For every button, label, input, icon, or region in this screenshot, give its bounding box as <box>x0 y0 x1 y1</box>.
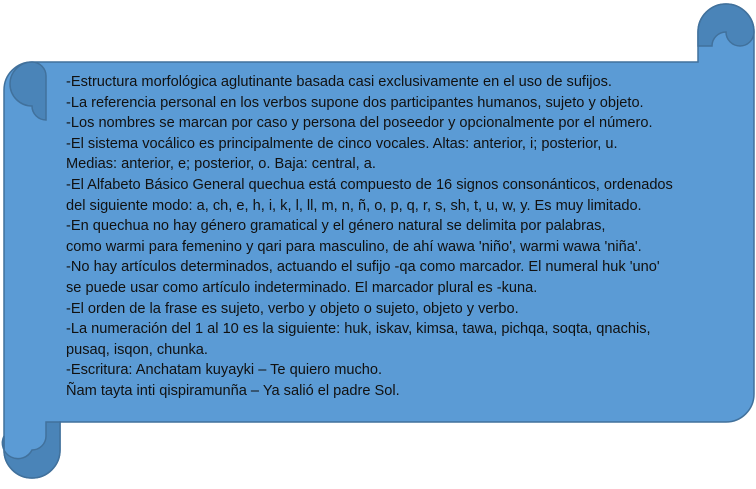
text-line: -El orden de la frase es sujeto, verbo y objeto o sujeto, objeto y verbo. <box>66 300 519 317</box>
text-line: Ñam tayta inti qispiramunña – Ya salió el padre Sol. <box>66 382 400 399</box>
text-line: -La numeración del 1 al 10 es la siguiente: huk, iskav, kimsa, tawa, pichqa, soqta, qnachis, <box>66 321 651 338</box>
text-line: como warmi para femenino y qari para masculino, de ahí wawa 'niño', warmi wawa 'niña'. <box>66 238 642 255</box>
text-line: -El Alfabeto Básico General quechua está compuesto de 16 signos consonánticos, ordenados <box>66 176 673 193</box>
scroll-text-block <box>66 72 716 402</box>
text-line: -La referencia personal en los verbos supone dos participantes humanos, sujeto y objeto. <box>66 94 644 111</box>
text-line: -Escritura: Anchatam kuyayki – Te quiero mucho. <box>66 362 383 379</box>
text-line: del siguiente modo: a, ch, e, h, i, k, l, ll, m, n, ñ, o, p, q, r, s, sh, t, u, w, y. Es muy limitado. <box>66 197 642 214</box>
text-line: -Estructura morfológica aglutinante basada casi exclusivamente en el uso de sufijos. <box>66 74 612 90</box>
text-line: -El sistema vocálico es principalmente de cinco vocales. Altas: anterior, i; posterior, u. <box>66 135 618 152</box>
text-line: se puede usar como artículo indeterminado. El marcador plural es -kuna. <box>66 279 538 296</box>
text-line: -No hay artículos determinados, actuando el sufijo -qa como marcador. El numeral huk 'uno' <box>66 259 660 276</box>
text-line: pusaq, isqon, chunka. <box>66 341 208 358</box>
text-line: -En quechua no hay género gramatical y el género natural se delimita por palabras, <box>66 218 606 235</box>
text-line: Medias: anterior, e; posterior, o. Baja: central, a. <box>66 156 376 173</box>
text-line: -Los nombres se marcan por caso y persona del poseedor y opcionalmente por el número. <box>66 115 653 132</box>
